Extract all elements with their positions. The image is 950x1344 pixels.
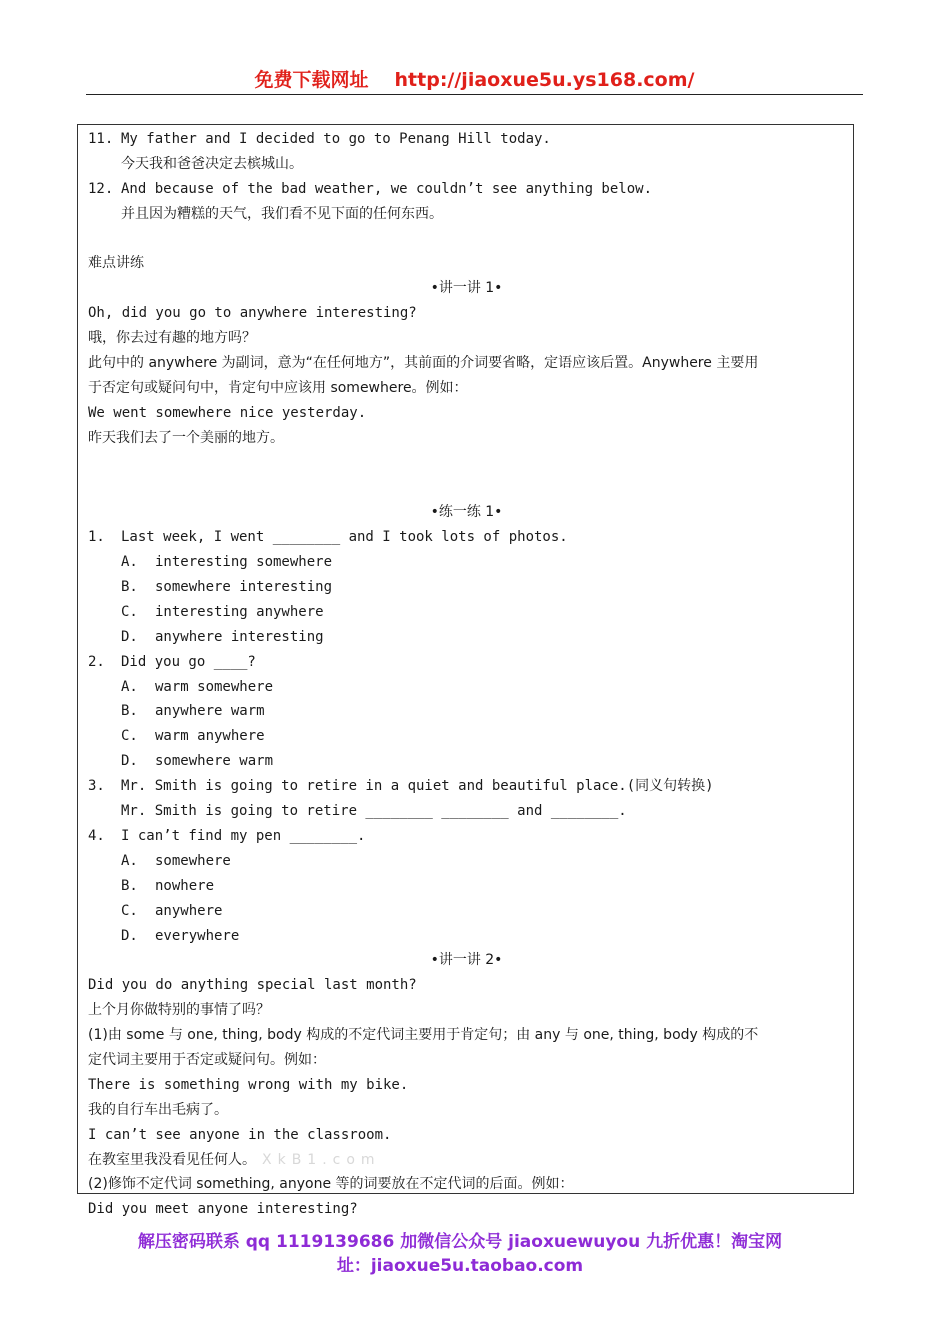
example-sentence: I can’t see anyone in the classroom. <box>88 1126 392 1143</box>
explanation-text: (2)修饰不定代词 something, anyone 等的词要放在不定代词的后面。例如： <box>88 1176 574 1193</box>
example-sentence: Did you meet anyone interesting? <box>88 1201 358 1218</box>
option-b: B. somewhere interesting <box>121 579 333 596</box>
footer-contact: 解压密码联系 qq 1119139686 加微信公众号 jiaoxuewuyou 九折优惠！淘宝网 <box>137 1232 783 1252</box>
option-d: D. everywhere <box>121 927 240 944</box>
question-1: 1. Last week, I went ________ and I took lots of photos. <box>88 529 568 546</box>
explanation-text: 定代词主要用于否定或疑问句。例如： <box>88 1051 326 1068</box>
explanation-text: 于否定句或疑问句中，肯定句中应该用 somewhere。例如： <box>88 379 468 396</box>
option-d: D. anywhere interesting <box>121 628 324 645</box>
question-2: 2. Did you go ____? <box>88 653 256 670</box>
explanation-text: 此句中的 anywhere 为副词，意为“在任何地方”，其前面的介词要省略，定语应该后置。Anywhere 主要用 <box>88 355 759 372</box>
option-a: A. interesting somewhere <box>121 554 333 571</box>
example-translation: 哦，你去过有趣的地方吗？ <box>88 330 256 347</box>
option-b: B. nowhere <box>121 877 215 894</box>
example-translation: 上个月你做特别的事情了吗？ <box>88 1002 270 1019</box>
page-header <box>86 66 863 95</box>
example-sentence: There is something wrong with my bike. <box>88 1076 409 1093</box>
explanation-text: (1)由 some 与 one, thing, body 构成的不定代词主要用于肯定句；由 any 与 one, thing, body 构成的不 <box>88 1027 759 1044</box>
option-c: C. warm anywhere <box>121 728 265 745</box>
blank-line <box>88 475 845 500</box>
watermark: XkB1.com <box>262 1151 381 1168</box>
page-footer <box>80 1230 840 1278</box>
option-d: D. somewhere warm <box>121 753 274 770</box>
section-title: 难点讲练 <box>88 255 144 272</box>
example-translation: 在教室里我没看见任何人。 XkB1.com <box>88 1151 381 1168</box>
explain-heading-1: •讲一讲 1• <box>430 280 503 297</box>
option-a: A. somewhere <box>121 852 231 869</box>
translation-12: 并且因为糟糕的天气，我们看不见下面的任何东西。 <box>121 205 443 222</box>
question-3-rewrite: Mr. Smith is going to retire ________ ________ and ________. <box>121 803 627 820</box>
sentence-11: 11. My father and I decided to go to Penang Hill today. <box>88 131 551 147</box>
lesson-content <box>88 127 845 1222</box>
header-label: 免费下载网址 <box>254 69 369 91</box>
practice-heading-1: •练一练 1• <box>430 504 503 521</box>
option-c: C. interesting anywhere <box>121 603 324 620</box>
option-c: C. anywhere <box>121 902 223 919</box>
question-4: 4. I can’t find my pen ________. <box>88 827 366 844</box>
content-box <box>77 124 854 1218</box>
blank-line <box>88 451 845 476</box>
explain-heading-2: •讲一讲 2• <box>430 952 503 969</box>
blank-line <box>88 227 845 252</box>
header-url-link[interactable]: http://jiaoxue5u.ys168.com/ <box>394 69 695 91</box>
translation-11: 今天我和爸爸决定去槟城山。 <box>121 155 303 172</box>
option-a: A. warm somewhere <box>121 678 274 695</box>
example-sentence: Did you do anything special last month? <box>88 977 417 994</box>
example-translation: 我的自行车出毛病了。 <box>88 1101 228 1118</box>
example-sentence: Oh, did you go to anywhere interesting? <box>88 305 417 322</box>
question-3: 3. Mr. Smith is going to retire in a quiet and beautiful place.(同义句转换) <box>88 778 714 795</box>
example-translation: 昨天我们去了一个美丽的地方。 <box>88 429 284 446</box>
sentence-12: 12. And because of the bad weather, we couldn’t see anything below. <box>88 180 653 197</box>
example-sentence: We went somewhere nice yesterday. <box>88 404 367 421</box>
footer-shop-link[interactable]: 址：jiaoxue5u.taobao.com <box>336 1256 584 1276</box>
option-b: B. anywhere warm <box>121 703 265 720</box>
